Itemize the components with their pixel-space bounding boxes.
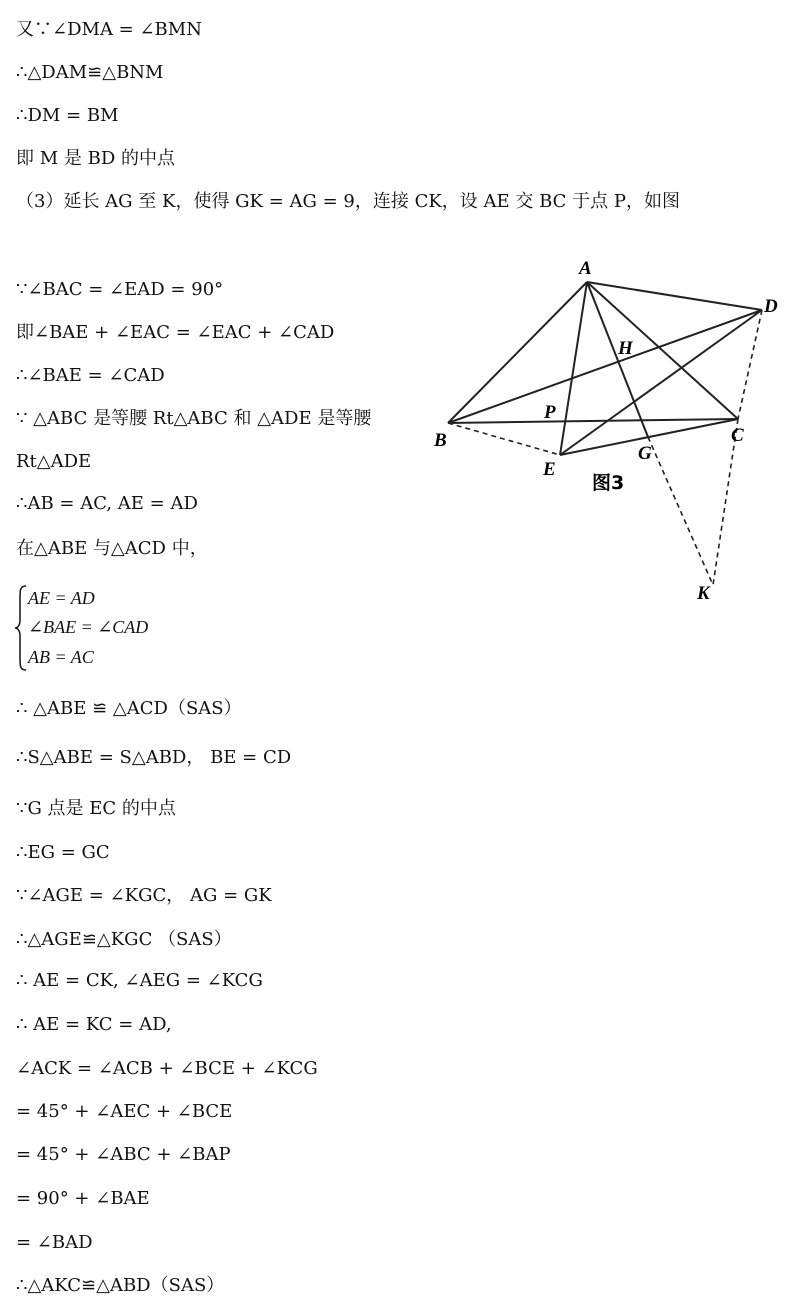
segment-AB <box>448 282 587 423</box>
text-line: ∴DM = BM <box>16 105 119 126</box>
segment-AE <box>560 282 587 455</box>
segment-DC-dashed <box>738 310 762 419</box>
text-line: ∴ △ABE ≌ △ACD（SAS） <box>16 698 242 719</box>
text-line: 又∵∠DMA = ∠BMN <box>16 19 202 40</box>
text-line: ∠ACK = ∠ACB + ∠BCE + ∠KCG <box>16 1058 318 1079</box>
point-label-B: B <box>434 430 447 451</box>
geometry-figure <box>420 250 790 610</box>
text-line: ∴△DAM≌△BNM <box>16 62 164 83</box>
point-label-D: D <box>764 296 778 317</box>
text-line: ∴ AE = KC = AD, <box>16 1014 172 1035</box>
text-line: = 45° + ∠ABC + ∠BAP <box>16 1144 231 1165</box>
text-line: = 45° + ∠AEC + ∠BCE <box>16 1101 233 1122</box>
point-label-E: E <box>543 459 556 480</box>
text-line: ∴S△ABE = S△ABD， BE = CD <box>16 747 292 768</box>
text-line: ∴△AGE≌△KGC （SAS） <box>16 929 232 950</box>
text-line: （3）延长 AG 至 K，使得 GK = AG = 9，连接 CK，设 AE 交 BC 于点 P，如图 <box>16 191 681 212</box>
system-equation: AE = AD <box>28 588 95 608</box>
text-line: ∵G 点是 EC 的中点 <box>16 798 176 819</box>
text-line: ∴EG = GC <box>16 842 110 863</box>
point-label-P: P <box>544 402 556 423</box>
segment-BC <box>448 419 738 423</box>
text-line: 在△ABE 与△ACD 中， <box>16 538 208 559</box>
point-label-A: A <box>579 258 592 279</box>
text-line: ∴∠BAE = ∠CAD <box>16 365 165 386</box>
text-line: ∵∠BAC = ∠EAD = 90° <box>16 279 224 300</box>
text-line: 即 M 是 BD 的中点 <box>16 148 175 169</box>
text-line: ∵∠AGE = ∠KGC， AG = GK <box>16 885 272 906</box>
segment-BE-dashed <box>448 423 560 455</box>
point-label-C: C <box>731 425 744 446</box>
point-label-H: H <box>618 338 633 359</box>
point-label-G: G <box>638 443 652 464</box>
system-equation: ∠BAE = ∠CAD <box>28 617 149 637</box>
text-line: Rt△ADE <box>16 451 92 472</box>
point-label-K: K <box>697 583 710 604</box>
figure-caption: 图3 <box>592 472 625 494</box>
text-line: 即∠BAE + ∠EAC = ∠EAC + ∠CAD <box>16 322 335 343</box>
left-brace-icon <box>14 584 28 672</box>
text-line: = ∠BAD <box>16 1232 93 1253</box>
system-equation: AB = AC <box>28 647 94 667</box>
text-line: ∴△AKC≌△ABD（SAS） <box>16 1275 225 1296</box>
text-line: ∵ △ABC 是等腰 Rt△ABC 和 △ADE 是等腰 <box>16 408 372 429</box>
segment-GK-dashed <box>648 437 713 585</box>
text-line: = 90° + ∠BAE <box>16 1188 150 1209</box>
text-line: ∴ AE = CK, ∠AEG = ∠KCG <box>16 970 263 991</box>
text-line: ∴AB = AC, AE = AD <box>16 493 198 514</box>
